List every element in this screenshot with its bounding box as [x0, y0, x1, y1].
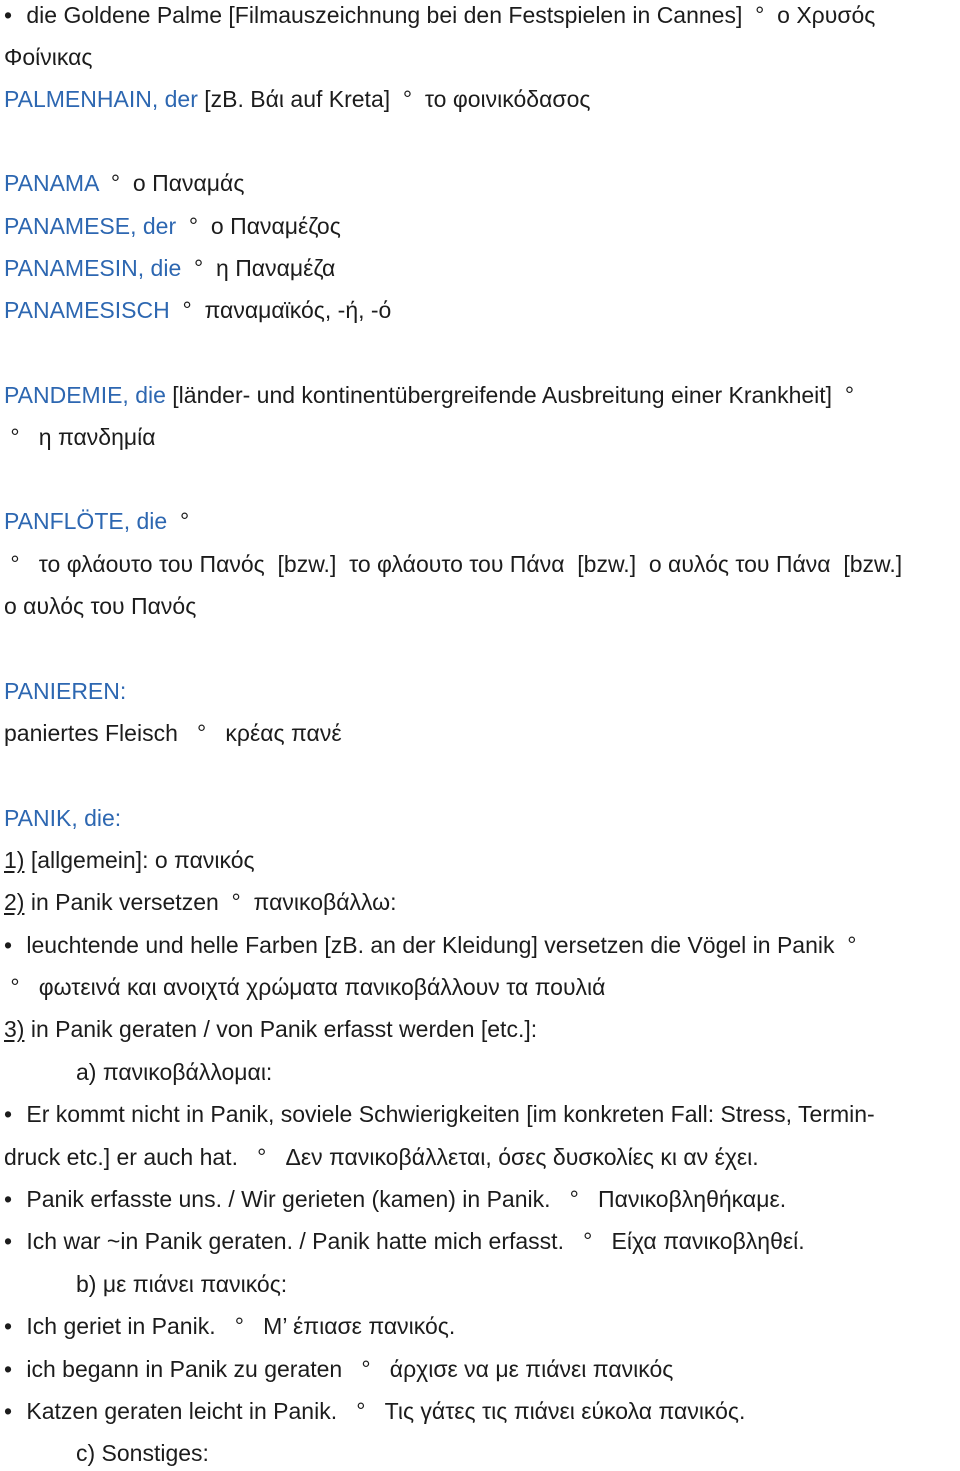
- bullet: •: [4, 1313, 13, 1339]
- entry-line: [4, 930, 856, 960]
- entry-line: [4, 845, 255, 875]
- separator-degree: °: [225, 889, 248, 915]
- separator-degree: °: [556, 1186, 592, 1212]
- greek-text: Τις γάτες τις πιάνει εύκολα πανικός.: [384, 1398, 746, 1424]
- entry-line: [4, 1396, 745, 1426]
- greek-text: Πανικοβληθήκαμε.: [598, 1186, 787, 1212]
- separator-degree: °: [343, 1398, 379, 1424]
- subsection-heading: [76, 1057, 272, 1087]
- greek-text: ο Παναμάς: [132, 170, 245, 196]
- headword: PANIK, die:: [4, 805, 122, 831]
- separator-degree: °: [182, 213, 205, 239]
- headword: PANAMESIN, die: [4, 255, 182, 281]
- headword: PALMENHAIN, der: [4, 86, 198, 112]
- headword: PANAMESISCH: [4, 297, 170, 323]
- subsection-label: c) Sonstiges:: [76, 1440, 209, 1466]
- greek-text: η Παναμέζα: [216, 255, 336, 281]
- greek-text: Φοίνικας: [4, 44, 93, 70]
- sense-number: 2): [4, 889, 25, 915]
- bullet: •: [4, 1398, 13, 1424]
- german-text: [allgemein]: ο πανικός: [30, 847, 255, 873]
- german-text: in Panik versetzen: [30, 889, 219, 915]
- separator-degree: °: [840, 932, 857, 958]
- bullet: •: [4, 1356, 13, 1382]
- greek-text: Δεν πανικοβάλλεται, όσες δυσκολίες κι αν έχει.: [285, 1144, 759, 1170]
- entry-line: [4, 803, 121, 833]
- german-text: Ich war ~in Panik geraten. / Panik hatte mich erfasst.: [26, 1228, 564, 1254]
- entry-line: [4, 0, 875, 30]
- greek-text: Μ’ έπιασε πανικός.: [263, 1313, 456, 1339]
- entry-line: [4, 549, 902, 579]
- bullet: •: [4, 1101, 13, 1127]
- entry-line: [4, 972, 605, 1002]
- german-text: Er kommt nicht in Panik, soviele Schwierigkeiten [im konkreten Fall: Stress, Termin-: [26, 1101, 875, 1127]
- entry-line: [4, 506, 189, 536]
- headword: PANAMESE, der: [4, 213, 177, 239]
- separator-degree: °: [348, 1356, 384, 1382]
- greek-text: η πανδημία: [38, 424, 156, 450]
- entry-line: [4, 84, 590, 114]
- german-text: [zB. Βάι auf Kreta]: [204, 86, 391, 112]
- entry-line: [4, 380, 854, 410]
- german-text: ich begann in Panik zu geraten: [26, 1356, 343, 1382]
- headword: PANDEMIE, die: [4, 382, 166, 408]
- separator-degree: °: [570, 1228, 606, 1254]
- headword: PANIEREN:: [4, 678, 127, 704]
- entry-line: [4, 422, 156, 452]
- bullet: •: [4, 1228, 13, 1254]
- entry-line: [4, 1014, 537, 1044]
- separator-degree: °: [4, 974, 33, 1000]
- greek-text: πανικοβάλλω:: [253, 889, 397, 915]
- entry-line: [4, 211, 341, 241]
- subsection-label: a) πανικοβάλλομαι:: [76, 1059, 273, 1085]
- entry-line: [4, 1311, 455, 1341]
- separator-degree: °: [244, 1144, 280, 1170]
- german-text: [länder- und kontinentübergreifende Ausbreitung einer Krankheit]: [172, 382, 833, 408]
- greek-text: άρχισε να με πιάνει πανικός: [389, 1356, 674, 1382]
- separator-degree: °: [184, 720, 220, 746]
- greek-text: φωτεινά και ανοιχτά χρώματα πανικοβάλλουν τα πουλιά: [38, 974, 606, 1000]
- entry-line: [4, 1142, 759, 1172]
- sense-number: 3): [4, 1016, 25, 1042]
- german-text: Katzen geraten leicht in Panik.: [26, 1398, 338, 1424]
- bullet: •: [4, 932, 13, 958]
- entry-line: [4, 1226, 805, 1256]
- entry-line: [4, 718, 342, 748]
- entry-line: [4, 1184, 786, 1214]
- separator-degree: °: [4, 424, 33, 450]
- headword: PANFLÖTE, die: [4, 508, 168, 534]
- german-text: Panik erfasste uns. / Wir gerieten (kamen) in Panik.: [26, 1186, 551, 1212]
- greek-text: το φοινικόδασος: [424, 86, 591, 112]
- separator-degree: °: [176, 297, 199, 323]
- subsection-heading: [76, 1269, 287, 1299]
- sense-number: 1): [4, 847, 25, 873]
- greek-text: Είχα πανικοβληθεί.: [611, 1228, 805, 1254]
- entry-line: [4, 253, 335, 283]
- bullet: •: [4, 2, 13, 28]
- greek-text: ο Παναμέζος: [210, 213, 341, 239]
- separator-degree: °: [838, 382, 855, 408]
- entry-line: [4, 591, 196, 621]
- separator-degree: °: [4, 551, 33, 577]
- greek-text: παναμαϊκός, -ή, -ό: [204, 297, 392, 323]
- entry-line: [4, 295, 391, 325]
- entry-line: [4, 168, 244, 198]
- greek-text: το φλάουτο του Πανός [bzw.] το φλάουτο του Πάνα [bzw.] ο αυλός του Πάνα [bzw.]: [38, 551, 903, 577]
- greek-text: ο Χρυσός: [777, 2, 876, 28]
- german-text: druck etc.] er auch hat.: [4, 1144, 238, 1170]
- greek-text: ο αυλός του Πανός: [4, 593, 197, 619]
- german-text: Ich geriet in Panik.: [26, 1313, 216, 1339]
- separator-degree: °: [222, 1313, 257, 1339]
- entry-line: [4, 1099, 875, 1129]
- german-text: die Goldene Palme [Filmauszeichnung bei den Festspielen in Cannes]: [26, 2, 743, 28]
- entry-line: [4, 1354, 673, 1384]
- separator-degree: °: [396, 86, 419, 112]
- bullet: •: [4, 1186, 13, 1212]
- greek-text: κρέας πανέ: [225, 720, 342, 746]
- subsection-heading: [76, 1438, 209, 1468]
- entry-line: [4, 887, 397, 917]
- entry-line: [4, 676, 126, 706]
- german-text: leuchtende und helle Farben [zB. an der Kleidung] versetzen die Vögel in Panik: [26, 932, 835, 958]
- headword: PANAMA: [4, 170, 99, 196]
- separator-degree: °: [187, 255, 210, 281]
- subsection-label: b) με πιάνει πανικός:: [76, 1271, 288, 1297]
- german-text: in Panik geraten / von Panik erfasst werden [etc.]:: [30, 1016, 538, 1042]
- separator-degree: °: [104, 170, 127, 196]
- separator-degree: °: [748, 2, 771, 28]
- entry-line: [4, 42, 92, 72]
- separator-degree: °: [173, 508, 190, 534]
- german-text: paniertes Fleisch: [4, 720, 178, 746]
